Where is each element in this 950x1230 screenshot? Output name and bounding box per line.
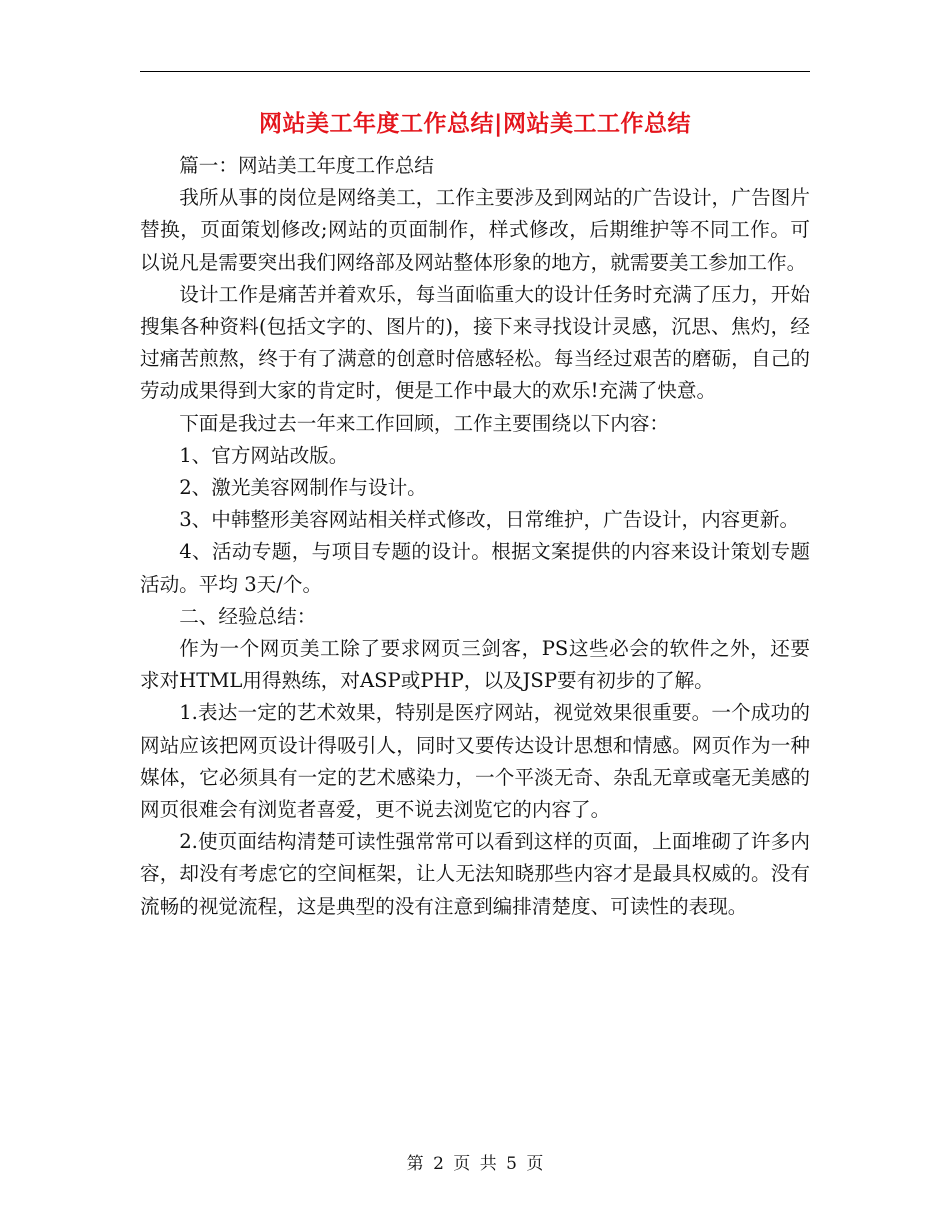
list-item: 1、官方网站改版。 — [179, 443, 349, 467]
paragraph: 2.使页面结构清楚可读性强常常可以看到这样的页面，上面堆砌了许多内容，却没有考虑它的空间框架，让人无法知晓那些内容才是最具权威的。没有流畅的视觉流程，这是典型的没有注意到编排清楚度、可读性的表现。 — [140, 830, 810, 918]
page-number-footer: 第 2 页 共 5 页 — [406, 1154, 544, 1174]
list-item: 4、活动专题，与项目专题的设计。根据文案提供的内容来设计策划专题活动。平均 3天/个。 — [140, 540, 810, 596]
document-title: 网站美工年度工作总结|网站美工工作总结 — [259, 111, 691, 137]
list-item: 3、中韩整形美容网站相关样式修改，日常维护，广告设计，内容更新。 — [179, 508, 800, 532]
list-item: 2、激光美容网制作与设计。 — [179, 476, 427, 500]
document-body — [140, 150, 810, 923]
paragraph: 1.表达一定的艺术效果，特别是医疗网站，视觉效果很重要。一个成功的网站应该把网页设计得吸引人，同时又要传达设计思想和情感。网页作为一种媒体，它必须具有一定的艺术感染力，一个平淡无奇、杂乱无章或毫无美感的网页很难会有浏览者喜爱，更不说去浏览它的内容了。 — [140, 701, 810, 822]
paragraph: 设计工作是痛苦并着欢乐，每当面临重大的设计任务时充满了压力，开始搜集各种资料(包括文字的、图片的)，接下来寻找设计灵感，沉思、焦灼，经过痛苦煎熬，终于有了满意的创意时倍感轻松。每当经过艰苦的磨砺，自己的劳动成果得到大家的肯定时，便是工作中最大的欢乐!充满了快意。 — [140, 282, 810, 403]
paragraph: 下面是我过去一年来工作回顾，工作主要围绕以下内容： — [179, 411, 670, 435]
section-heading: 篇一：网站美工年度工作总结 — [179, 154, 434, 177]
section-heading: 二、经验总结： — [179, 604, 317, 628]
paragraph: 作为一个网页美工除了要求网页三剑客，PS这些必会的软件之外，还要求对HTML用得熟练，对ASP或PHP，以及JSP要有初步的了解。 — [140, 637, 810, 693]
header-rule — [140, 71, 810, 72]
paragraph: 我所从事的岗位是网络美工，工作主要涉及到网站的广告设计，广告图片替换，页面策划修改;网站的页面制作，样式修改，后期维护等不同工作。可以说凡是需要突出我们网络部及网站整体形象的地方，就需要美工参加工作。 — [140, 186, 810, 274]
